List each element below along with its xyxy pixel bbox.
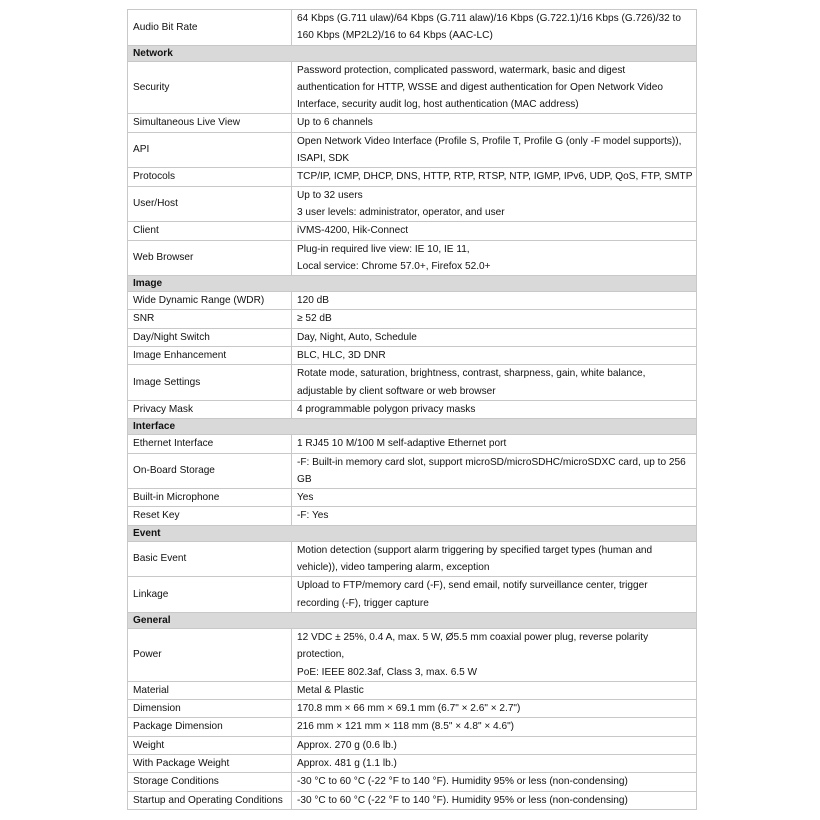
spec-row bbox=[128, 628, 697, 681]
spec-value bbox=[292, 240, 697, 276]
spec-value bbox=[292, 114, 697, 132]
spec-row bbox=[128, 400, 697, 418]
section-header bbox=[128, 419, 697, 435]
section-title: General bbox=[128, 612, 697, 628]
spec-label: Dimension bbox=[128, 700, 292, 718]
spec-label: Security bbox=[128, 61, 292, 114]
spec-label: SNR bbox=[128, 310, 292, 328]
spec-row bbox=[128, 791, 697, 809]
spec-row bbox=[128, 700, 697, 718]
section-title: Network bbox=[128, 45, 697, 61]
section-header bbox=[128, 525, 697, 541]
spec-value bbox=[292, 292, 697, 310]
spec-value bbox=[292, 132, 697, 168]
spec-value-line: BLC, HLC, 3D DNR bbox=[297, 350, 386, 362]
spec-row bbox=[128, 718, 697, 736]
spec-row bbox=[128, 222, 697, 240]
spec-value-line: 3 user levels: administrator, operator, and user bbox=[297, 206, 505, 218]
spec-table bbox=[127, 9, 697, 810]
spec-label: Audio Bit Rate bbox=[128, 10, 292, 46]
spec-row bbox=[128, 186, 697, 222]
spec-table-body bbox=[128, 10, 697, 810]
spec-value-line: 64 Kbps (G.711 ulaw)/64 Kbps (G.711 alaw)/16 Kbps (G.722.1)/16 Kbps (G.726)/32 to bbox=[297, 13, 681, 24]
spec-value-line: 4 programmable polygon privacy masks bbox=[297, 403, 476, 415]
spec-value-line: Up to 32 users bbox=[297, 189, 363, 201]
spec-value-line: -F: Yes bbox=[297, 510, 329, 522]
spec-label: Wide Dynamic Range (WDR) bbox=[128, 292, 292, 310]
spec-value bbox=[292, 736, 697, 754]
spec-value-line: Interface, security audit log, host authentication (MAC address) bbox=[297, 99, 579, 111]
section-header bbox=[128, 45, 697, 61]
spec-value-line: GB bbox=[297, 473, 312, 485]
spec-label: Image Enhancement bbox=[128, 347, 292, 365]
spec-label: Protocols bbox=[128, 168, 292, 186]
spec-label: Startup and Operating Conditions bbox=[128, 791, 292, 809]
spec-value-line: ≥ 52 dB bbox=[297, 313, 332, 325]
section-title: Image bbox=[128, 276, 697, 292]
spec-label: Built-in Microphone bbox=[128, 489, 292, 507]
spec-label: Simultaneous Live View bbox=[128, 114, 292, 132]
spec-value-line: iVMS-4200, Hik-Connect bbox=[297, 225, 409, 237]
spec-label: Power bbox=[128, 628, 292, 681]
spec-value-line: Local service: Chrome 57.0+, Firefox 52.0+ bbox=[297, 260, 491, 272]
spec-value-line: 120 dB bbox=[297, 295, 329, 307]
spec-value bbox=[292, 365, 697, 401]
spec-label: Reset Key bbox=[128, 507, 292, 525]
spec-value bbox=[292, 489, 697, 507]
spec-value bbox=[292, 453, 697, 489]
spec-value bbox=[292, 328, 697, 346]
spec-value-line: Plug-in required live view: IE 10, IE 11, bbox=[297, 243, 470, 255]
spec-row bbox=[128, 114, 697, 132]
spec-value-line: Metal & Plastic bbox=[297, 684, 364, 696]
spec-value-line: 160 Kbps (MP2L2)/16 to 64 Kbps (AAC-LC) bbox=[297, 30, 493, 42]
spec-value-line: 170.8 mm × 66 mm × 69.1 mm (6.7" × 2.6" × 2.7") bbox=[297, 703, 521, 715]
spec-value bbox=[292, 61, 697, 114]
spec-row bbox=[128, 754, 697, 772]
spec-value bbox=[292, 347, 697, 365]
spec-value-line: protection, bbox=[297, 649, 345, 661]
section-title: Interface bbox=[128, 419, 697, 435]
spec-value-line: -30 °C to 60 °C (-22 °F to 140 °F). Humidity 95% or less (non-condensing) bbox=[297, 776, 628, 788]
spec-value bbox=[292, 168, 697, 186]
spec-value-line: Up to 6 channels bbox=[297, 117, 373, 129]
spec-label: User/Host bbox=[128, 186, 292, 222]
spec-row bbox=[128, 541, 697, 577]
spec-value-line: Upload to FTP/memory card (-F), send email, notify surveillance center, trigger bbox=[297, 580, 648, 592]
spec-value bbox=[292, 773, 697, 791]
section-header bbox=[128, 612, 697, 628]
spec-value bbox=[292, 310, 697, 328]
spec-value-line: 1 RJ45 10 M/100 M self-adaptive Ethernet port bbox=[297, 438, 507, 450]
spec-row bbox=[128, 328, 697, 346]
spec-label: Client bbox=[128, 222, 292, 240]
spec-row bbox=[128, 240, 697, 276]
spec-row bbox=[128, 736, 697, 754]
spec-value-line: Open Network Video Interface (Profile S, Profile T, Profile G (only -F model supports)), bbox=[297, 135, 682, 147]
spec-value bbox=[292, 507, 697, 525]
spec-label: Web Browser bbox=[128, 240, 292, 276]
spec-label: On-Board Storage bbox=[128, 453, 292, 489]
spec-value bbox=[292, 222, 697, 240]
spec-label: With Package Weight bbox=[128, 754, 292, 772]
spec-row bbox=[128, 132, 697, 168]
spec-row bbox=[128, 168, 697, 186]
spec-row bbox=[128, 577, 697, 613]
spec-row bbox=[128, 310, 697, 328]
section-header bbox=[128, 276, 697, 292]
spec-value-line: TCP/IP, ICMP, DHCP, DNS, HTTP, RTP, RTSP, NTP, IGMP, IPv6, UDP, QoS, FTP, SMTP bbox=[297, 171, 693, 183]
spec-value bbox=[292, 10, 697, 46]
section-title: Event bbox=[128, 525, 697, 541]
spec-value bbox=[292, 718, 697, 736]
spec-value-line: Approx. 270 g (0.6 lb.) bbox=[297, 739, 397, 751]
spec-label: Ethernet Interface bbox=[128, 435, 292, 453]
spec-row bbox=[128, 10, 697, 46]
spec-value bbox=[292, 754, 697, 772]
spec-value bbox=[292, 791, 697, 809]
spec-value-line: Day, Night, Auto, Schedule bbox=[297, 331, 417, 343]
spec-label: Basic Event bbox=[128, 541, 292, 577]
spec-value bbox=[292, 541, 697, 577]
spec-row bbox=[128, 347, 697, 365]
spec-label: Privacy Mask bbox=[128, 400, 292, 418]
spec-value bbox=[292, 435, 697, 453]
spec-label: Material bbox=[128, 681, 292, 699]
spec-value-line: Motion detection (support alarm triggering by specified target types (human and bbox=[297, 544, 653, 556]
spec-value-line: ISAPI, SDK bbox=[297, 153, 350, 165]
spec-value-line: vehicle)), video tampering alarm, exception bbox=[297, 562, 490, 574]
spec-value-line: -30 °C to 60 °C (-22 °F to 140 °F). Humidity 95% or less (non-condensing) bbox=[297, 794, 628, 806]
spec-row bbox=[128, 365, 697, 401]
spec-label: Package Dimension bbox=[128, 718, 292, 736]
spec-value-line: Approx. 481 g (1.1 lb.) bbox=[297, 757, 397, 769]
spec-label: API bbox=[128, 132, 292, 168]
spec-value-line: 216 mm × 121 mm × 118 mm (8.5" × 4.8" × 4.6") bbox=[297, 721, 515, 733]
spec-value-line: adjustable by client software or web browser bbox=[297, 385, 496, 397]
spec-row bbox=[128, 292, 697, 310]
spec-label: Storage Conditions bbox=[128, 773, 292, 791]
spec-row bbox=[128, 61, 697, 114]
spec-label: Image Settings bbox=[128, 365, 292, 401]
spec-value bbox=[292, 577, 697, 613]
spec-label: Day/Night Switch bbox=[128, 328, 292, 346]
spec-row bbox=[128, 453, 697, 489]
spec-row bbox=[128, 435, 697, 453]
spec-row bbox=[128, 773, 697, 791]
spec-value bbox=[292, 400, 697, 418]
spec-value bbox=[292, 681, 697, 699]
spec-label: Weight bbox=[128, 736, 292, 754]
spec-label: Linkage bbox=[128, 577, 292, 613]
spec-value bbox=[292, 186, 697, 222]
spec-value bbox=[292, 700, 697, 718]
spec-row bbox=[128, 681, 697, 699]
spec-value-line: 12 VDC ± 25%, 0.4 A, max. 5 W, Ø5.5 mm coaxial power plug, reverse polarity bbox=[297, 631, 649, 643]
spec-value-line: Yes bbox=[297, 492, 314, 504]
spec-value-line: Password protection, complicated password, watermark, basic and digest bbox=[297, 64, 626, 76]
spec-value-line: authentication for HTTP, WSSE and digest authentication for Open Network Video bbox=[297, 81, 664, 93]
spec-value-line: -F: Built-in memory card slot, support microSD/microSDHC/microSDXC card, up to 256 bbox=[297, 456, 686, 468]
spec-row bbox=[128, 507, 697, 525]
spec-row bbox=[128, 489, 697, 507]
spec-value bbox=[292, 628, 697, 681]
spec-value-line: Rotate mode, saturation, brightness, contrast, sharpness, gain, white balance, bbox=[297, 368, 646, 380]
spec-value-line: recording (-F), trigger capture bbox=[297, 597, 429, 609]
spec-value-line: PoE: IEEE 802.3af, Class 3, max. 6.5 W bbox=[297, 666, 478, 678]
